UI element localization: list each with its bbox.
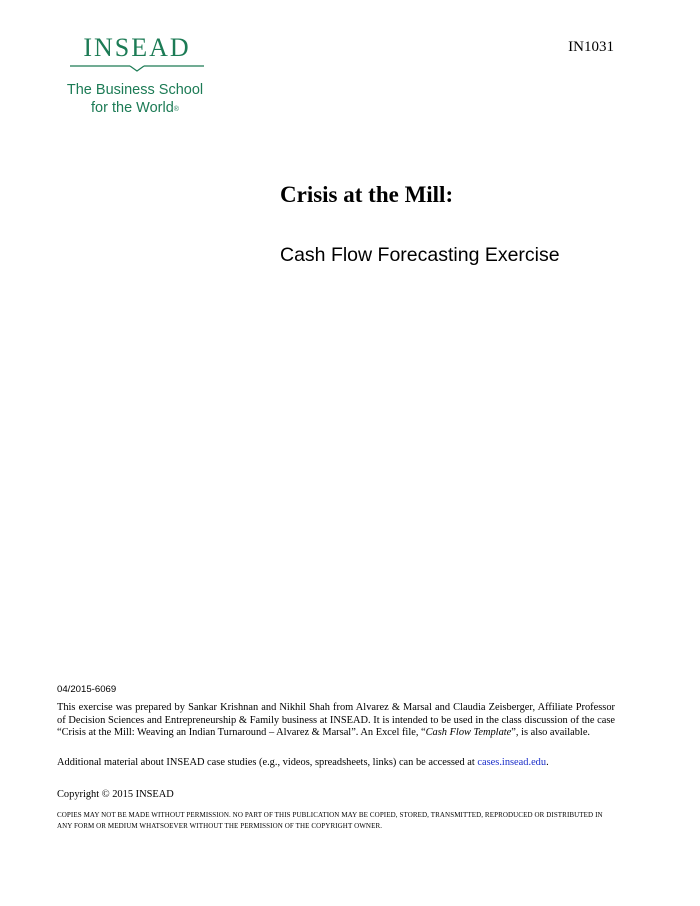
description-text-2: ”, is also available.: [511, 727, 591, 739]
reference-number: 04/2015-6069: [57, 684, 117, 695]
additional-text: Additional material about INSEAD case studies (e.g., videos, spreadsheets, links) can be accessed at: [57, 757, 478, 768]
case-code: IN1031: [568, 39, 614, 55]
document-subtitle: Cash Flow Forecasting Exercise: [280, 244, 560, 266]
copyright: Copyright © 2015 INSEAD: [57, 789, 174, 800]
additional-material: [57, 757, 615, 770]
exercise-description: [57, 702, 615, 740]
link-suffix: .: [546, 757, 549, 768]
copyright-notice: COPIES MAY NOT BE MADE WITHOUT PERMISSION. NO PART OF THIS PUBLICATION MAY BE COPIED, STORED, TRANSMITTED, REPRODUCED OR DISTRIBUTED IN ANY FORM OR MEDIUM WHATSOEVER WITHOUT THE PERMISSION OF THE COPYRIGHT OWNER.: [57, 811, 603, 830]
cases-link[interactable]: cases.insead.edu: [477, 757, 547, 768]
document-title: Crisis at the Mill:: [280, 182, 454, 207]
logo-tagline-line2-wrap: [55, 99, 215, 117]
logo-tagline-line1: The Business School: [66, 82, 204, 98]
logo-rule-icon: [70, 64, 204, 72]
registered-mark: ®: [173, 106, 179, 113]
description-text-1: This exercise was prepared by Sankar Krishnan and Nikhil Shah from Alvarez & Marsal and Claudia Zeisberger, Affiliate Professor of Decision Sciences and Entrepreneurship & Family business at INSEAD. It is intended to be used in the class discussion of the case “Crisis at the Mill: Weaving an Indian Turnaround – Alvarez & Marsal”. An Excel file, “: [57, 702, 615, 739]
logo-tagline-line2: for the World: [91, 100, 174, 116]
logo-tagline: [55, 81, 215, 117]
logo-wordmark: INSEAD: [83, 33, 191, 62]
description-italic: Cash Flow Template: [425, 727, 512, 739]
